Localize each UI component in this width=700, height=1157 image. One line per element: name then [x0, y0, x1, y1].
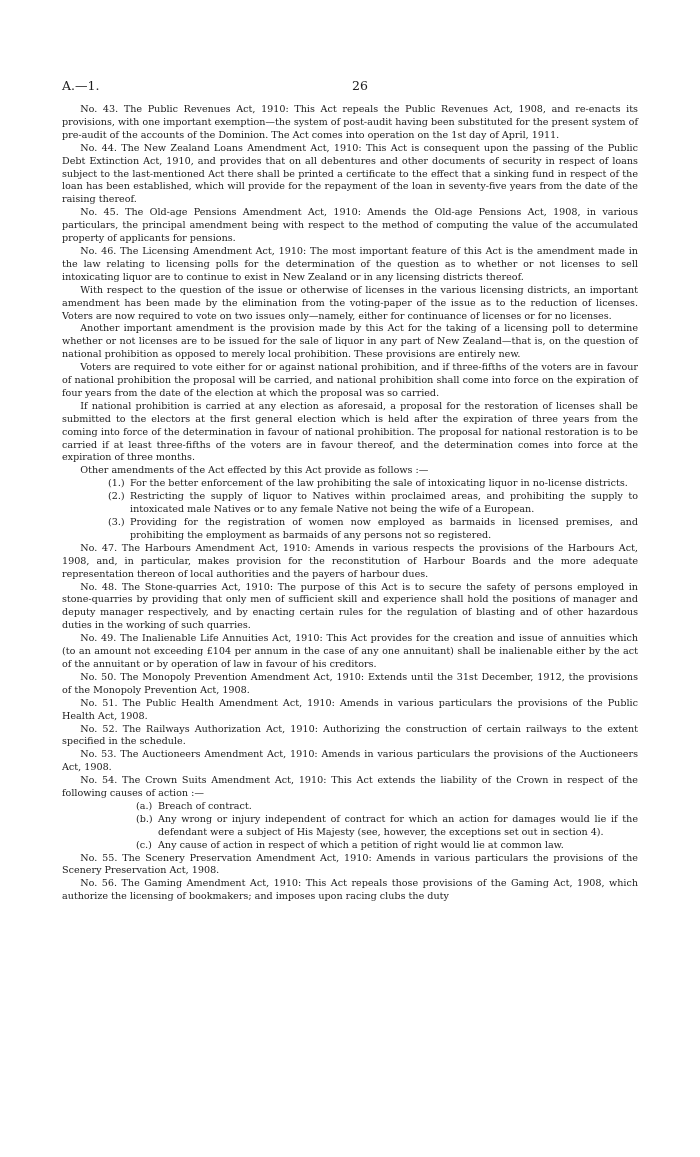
paragraph: No. 52. The Railways Authorization Act, 1910: Authorizing the construction of certain railways to the extent specified in the schedule. [62, 723, 638, 748]
paragraph: No. 44. The New Zealand Loans Amendment Act, 1910: This Act is consequent upon the passing of the Public Debt Extinction Act, 1910, and provides that on all debentures and other documents of security in respect of loans subject to the last-mentioned Act there shall be printed a certificate to the effect that a sinking fund in respect of the loan has been established, which will provide for the repayment of the loan in seventy-five years from the date of the raising thereof. [62, 142, 638, 206]
list-item [62, 491, 638, 517]
paragraph: If national prohibition is carried at any election as aforesaid, a proposal for the restoration of licenses shall be submitted to the electors at the first general election which is held after the expiration of three years from the coming into force of the determination in favour of national prohibition. The proposal for national restoration is to be carried if at least three-fifths of the voters are in favour thereof, and the determination comes into force at the expiration of three months. [62, 400, 638, 464]
list-item [62, 517, 638, 543]
paragraph: No. 46. The Licensing Amendment Act, 1910: The most important feature of this Act is the amendment made in the law relating to licensing polls for the determination of the question as to whether or not licenses to sell intoxicating liquor are to continue to exist in New Zealand or in any licensing districts thereof. [62, 245, 638, 283]
list-item-label: (2.) [108, 491, 125, 503]
list-item-text: Providing for the registration of women now employed as barmaids in licensed premises, and prohibiting the employment as barmaids of any persons not so registered. [130, 517, 638, 541]
list-item-text: Any cause of action in respect of which a petition of right would lie at common law. [158, 839, 564, 851]
paragraph: No. 45. The Old-age Pensions Amendment Act, 1910: Amends the Old-age Pensions Act, 1908, in various particulars, the principal amendment being with respect to the method of computing the value of the accumulated property of applicants for pensions. [62, 207, 638, 245]
paragraph: Other amendments of the Act effected by this Act provide as follows :— [80, 465, 429, 477]
list-item-label: (c.) [136, 839, 152, 851]
paragraph: No. 43. The Public Revenues Act, 1910: This Act repeals the Public Revenues Act, 1908, and re-enacts its provisions, with one important exemption—the system of post-audit having been substituted for the present system of pre-audit of the accounts of the Dominion. The Act comes into operation on the 1st day of April, 1911. [62, 104, 638, 141]
paragraph: With respect to the question of the issue or otherwise of licenses in the various licensing districts, an important amendment has been made by the elimination from the voting-paper of the issue as to the reduction of licenses. Voters are now required to vote on two issues only—namely, either for continuance of licenses or for no licenses. [62, 284, 638, 322]
list-item-text: Restricting the supply of liquor to Natives within proclaimed areas, and prohibiting the supply to intoxicated male Natives or to any female Native not being the wife of a European. [130, 491, 638, 516]
paragraph: No. 55. The Scenery Preservation Amendment Act, 1910: Amends in various particulars the provisions of the Scenery Preservation Act, 1908. [62, 852, 638, 877]
paragraph: No. 53. The Auctioneers Amendment Act, 1910: Amends in various particulars the provisions of the Auctioneers Act, 1908. [62, 749, 638, 774]
list-item-text: For the better enforcement of the law prohibiting the sale of intoxicating liquor in no-license districts. [130, 478, 628, 490]
list-item-text: Any wrong or injury independent of contract for which an action for damages would lie if the defendant were a subject of His Majesty (see, however, the exceptions set out in section 4). [158, 813, 638, 838]
list-item-label: (a.) [136, 800, 153, 812]
page-header [62, 78, 638, 94]
list-item [62, 840, 638, 853]
paragraph: No. 48. The Stone-quarries Act, 1910: The purpose of this Act is to secure the safety of persons employed in stone-quarries by providing that only men of sufficient skill and experience shall hold the positions of manager and deputy manager respectively, and by enacting certain rules for the regulation of blasting and of other hazardous duties in the working of such quarries. [62, 581, 638, 632]
document-body [62, 104, 638, 904]
list-item [62, 814, 638, 840]
paragraph: No. 49. The Inalienable Life Annuities Act, 1910: This Act provides for the creation and issue of annuities which (to an amount not exceeding £104 per annum in the case of any one annuitant) shall be inalienable either by the act of the annuitant or by operation of law in favour of his creditors. [62, 633, 638, 670]
paragraph: Voters are required to vote either for or against national prohibition, and if three-fifths of the voters are in favour of national prohibition the proposal will be carried, and national prohibition shall come into force on the expiration of four years from the date of the election at which the proposal was so carried. [62, 362, 638, 399]
list-item [62, 801, 638, 814]
list-item-text: Breach of contract. [158, 800, 252, 812]
list-item-label: (1.) [108, 478, 125, 490]
page-number: 26 [352, 78, 368, 93]
list-item-label: (b.) [136, 813, 153, 825]
list-item-label: (3.) [108, 517, 125, 528]
paragraph: No. 47. The Harbours Amendment Act, 1910: Amends in various respects the provisions of the Harbours Act, 1908, and, in particular, makes provision for the reconstitution of Harbour Boards and the more adequate representation thereon of local authorities and the payers of harbour dues. [62, 542, 638, 580]
paragraph: Another important amendment is the provision made by this Act for the taking of a licensing poll to determine whether or not licenses are to be issued for the sale of liquor in any part of New Zealand—that is, on the question of national prohibition as opposed to merely local prohibition. These provisions are entirely new. [62, 323, 638, 361]
paragraph: No. 50. The Monopoly Prevention Amendment Act, 1910: Extends until the 31st December, 1912, the provisions of the Monopoly Prevention Act, 1908. [62, 671, 638, 696]
paragraph: No. 56. The Gaming Amendment Act, 1910: This Act repeals those provisions of the Gaming Act, 1908, which authorize the licensing of bookmakers; and imposes upon racing clubs the duty [62, 878, 638, 903]
document-reference: A.—1. [62, 78, 100, 93]
paragraph: No. 51. The Public Health Amendment Act, 1910: Amends in various particulars the provisions of the Public Health Act, 1908. [62, 697, 638, 722]
paragraph: No. 54. The Crown Suits Amendment Act, 1910: This Act extends the liability of the Crown in respect of the following causes of action :— [62, 775, 638, 800]
list-item [62, 478, 638, 491]
